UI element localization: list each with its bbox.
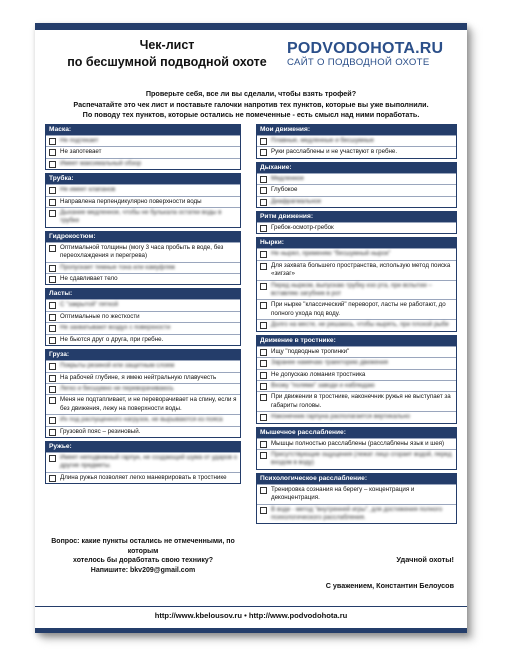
item-text: Не нырял, применяю "бесшумный нырок" (271, 250, 391, 258)
checklist-item (257, 369, 456, 380)
item-text: Оптимальные по жесткости (60, 312, 140, 320)
item-text: Вхожу "полями" заводи и наблюдаю (271, 381, 375, 389)
checkbox[interactable] (49, 337, 56, 344)
checkbox[interactable] (49, 161, 56, 168)
section-title: Движение в тростнике: (257, 336, 456, 346)
right-column (256, 124, 457, 527)
checkbox[interactable] (260, 322, 267, 329)
checklist-item (46, 334, 240, 345)
item-text: Руки расслаблены и не участвуют в гребне. (271, 148, 398, 156)
item-text: Глубокое (271, 186, 298, 194)
checkbox[interactable] (260, 394, 267, 401)
checkbox[interactable] (49, 210, 56, 217)
checklist-section (45, 124, 241, 170)
checkbox[interactable] (49, 386, 56, 393)
checkbox[interactable] (49, 276, 56, 283)
title-line-2: по бесшумной подводной охоте (67, 55, 267, 69)
checklist-item (257, 196, 456, 207)
checkbox[interactable] (49, 375, 56, 382)
question-line: хотелось бы доработать свою технику? (72, 557, 213, 564)
item-text: Плавные, медленные и бесшумные (271, 137, 374, 144)
section-title: Ритм движения: (257, 212, 456, 222)
checklist-section (256, 162, 457, 208)
item-text: При нырке "классический" переворот, ласты не работают, до полного ухода под воду. (271, 301, 446, 317)
item-text: Мышцы полностью расслаблены (расслаблены язык и шея) (271, 439, 445, 447)
checklist-item (257, 260, 456, 280)
checkbox[interactable] (260, 349, 267, 356)
checkbox[interactable] (260, 263, 267, 270)
checkbox[interactable] (49, 199, 56, 206)
checklist-item (46, 207, 240, 227)
checklist-item (257, 391, 456, 411)
logo-main: PODVODOHOTA.RU (287, 40, 444, 57)
document-title (53, 37, 281, 71)
intro-line: По поводу тех пунктов, которые остались не помеченные - есть смысл над ними поработать. (82, 110, 420, 119)
checkbox[interactable] (49, 302, 56, 309)
checklist-item (257, 319, 456, 330)
item-text: При движении в тростнике, наконечник ружья не выступает за габариты головы. (271, 393, 451, 409)
checklist-item (257, 449, 456, 469)
item-text: Дыхание медленное, чтобы не булькала остатки воды в трубке (60, 209, 222, 225)
checklist-section (256, 211, 457, 234)
signature-text: С уважением, Константин Белоусов (325, 581, 454, 590)
checklist-item (46, 426, 240, 437)
checkbox[interactable] (260, 187, 267, 194)
question-line: Вопрос: какие пункты остались не отмеченными, по которым (51, 538, 235, 555)
section-title: Психологическое расслабление: (257, 474, 456, 484)
checklist-item (257, 146, 456, 157)
item-text: Пропускает темные тона или камуфляж (60, 263, 176, 271)
item-text: Направлена перпендикулярно поверхности воды (60, 197, 202, 205)
item-text: Долго на месте, не решаюсь, чтобы нырять, при плохой рыбе (271, 321, 449, 329)
checklist-item (46, 360, 240, 371)
site-logo (287, 40, 447, 68)
section-title: Ружье: (46, 442, 240, 452)
item-text: Имеет неподвижный гарпун, не создающий шума от ударов о другие предметы. (60, 453, 238, 470)
section-title: Мышечное расслабление: (257, 428, 456, 438)
left-column (45, 124, 241, 487)
checklist-item (257, 173, 456, 184)
checklist-item (257, 411, 456, 422)
checklist-item (257, 484, 456, 504)
checklist-item (46, 322, 240, 333)
checkbox[interactable] (260, 225, 267, 232)
checklist-item (46, 472, 240, 483)
checkbox[interactable] (49, 325, 56, 332)
checkbox[interactable] (260, 199, 267, 206)
checkbox[interactable] (49, 138, 56, 145)
checklist-item (46, 196, 240, 207)
item-text: Не захватывают воздух с поверхности (60, 324, 171, 332)
item-text: Перед нырком, выпускаю трубку изо рта, при вспытии – вставляю загубник в рот (271, 281, 432, 298)
item-text: Гребок-осмотр-гребок (271, 224, 334, 232)
checklist-section (45, 231, 241, 286)
checkbox[interactable] (260, 251, 267, 258)
checklist-sheet (35, 23, 467, 633)
checklist-item (46, 273, 240, 284)
item-text: Не сдавливает тело (60, 275, 118, 283)
item-text: Длина ружья позволяет легко маневрировать в тростнике (60, 473, 227, 481)
checklist-section (45, 349, 241, 438)
checklist-item (257, 135, 456, 146)
checkbox[interactable] (260, 176, 267, 183)
checklist-item (257, 438, 456, 449)
section-title: Маска: (46, 125, 240, 135)
checklist-item (46, 242, 240, 262)
item-text: Тренировка сознания на берегу – концентрация и деконцентрация. (271, 485, 415, 502)
checklist-item (257, 380, 456, 391)
section-title: Дыхание: (257, 163, 456, 173)
item-text: Меня не подтапливает, и не переворачивает на спину, если я без движения, лежу на поверхности воды. (60, 396, 237, 412)
item-text: Оптимальной толщины (могу 3 часа пробыть в воде, без переохлаждения и перегрева) (60, 243, 224, 260)
checkbox[interactable] (260, 149, 267, 156)
checkbox[interactable] (49, 397, 56, 404)
question-email: Напишите: bkv209@gmail.com (90, 566, 196, 574)
checklist-section (256, 335, 457, 424)
checkbox[interactable] (260, 138, 267, 145)
item-text: Имеет максимальный обзор (60, 159, 142, 167)
item-text: Их под распущенного нагрузок, не вырываются из пояса (60, 416, 223, 424)
checklist-section (45, 441, 241, 484)
item-text: Медленное (271, 174, 304, 182)
good-luck-text: Удачной охоты! (396, 555, 454, 564)
checklist-section (256, 473, 457, 525)
checkbox[interactable] (260, 283, 267, 290)
bottom-bar (35, 628, 467, 633)
checkbox[interactable] (49, 187, 56, 194)
checkbox[interactable] (260, 414, 267, 421)
checkbox[interactable] (49, 363, 56, 370)
checklist-item (46, 383, 240, 394)
checklist-section (45, 288, 241, 346)
intro-line: Распечатайте это чек лист и поставьте галочки напротив тех пунктов, которые вы уже выполнили. (73, 99, 429, 109)
checklist-item (257, 184, 456, 195)
section-title: Трубка: (46, 174, 240, 184)
item-text: Покрыты резиной или защитным слоем (60, 362, 175, 370)
checkbox[interactable] (49, 314, 56, 321)
checklist-item (46, 184, 240, 195)
item-text: Не имеет клапанов (60, 186, 116, 194)
checklist-item (257, 299, 456, 319)
checklist-item (46, 311, 240, 322)
intro-text (45, 89, 457, 121)
checkbox[interactable] (49, 455, 56, 462)
checklist-item (257, 222, 456, 233)
checklist-section (256, 124, 457, 159)
footer-links: http://www.kbelousov.ru • http://www.podvodohota.ru (35, 606, 467, 620)
checklist-item (46, 372, 240, 383)
checklist-item (46, 158, 240, 169)
checklist-section (45, 173, 241, 228)
checkbox[interactable] (49, 149, 56, 156)
item-text: Наконечник гарпуна располагается вертикально (271, 413, 410, 421)
checklist-item (46, 299, 240, 310)
checkbox[interactable] (260, 452, 267, 459)
section-title: Гидрокостюм: (46, 232, 240, 242)
checklist-item (257, 504, 456, 524)
item-text: Не бьются друг о друга, при гребне. (60, 335, 164, 343)
checklist-item (46, 262, 240, 273)
item-text: Легко и бесшумно не переворачиваюсь (60, 384, 174, 392)
checklist-item (257, 280, 456, 300)
checklist-section (256, 427, 457, 470)
item-text: Не запотевает (60, 148, 102, 156)
checkbox[interactable] (260, 372, 267, 379)
checkbox[interactable] (260, 302, 267, 309)
section-title: Мои движения: (257, 125, 456, 135)
section-title: Груза: (46, 350, 240, 360)
checklist-section (256, 237, 457, 331)
checkbox[interactable] (260, 383, 267, 390)
checkbox[interactable] (49, 417, 56, 424)
checkbox[interactable] (260, 360, 267, 367)
item-text: Грузовой пояс – резиновый. (60, 427, 141, 435)
item-text: На рабочей глубине, я имею нейтральную плавучесть (60, 373, 217, 381)
section-title: Ласты: (46, 289, 240, 299)
intro-line: Проверьте себя, все ли вы сделали, чтобы взять трофей? (145, 89, 357, 98)
item-text: Для захвата большего пространства, использую метод поиска «зигзаг» (271, 261, 451, 278)
checklist-item (257, 357, 456, 368)
item-text: Диафрагмальное (271, 197, 322, 205)
checklist-item (46, 135, 240, 146)
logo-sub: САЙТ О ПОДВОДНОЙ ОХОТЕ (287, 57, 430, 68)
item-text: Заранее намечаю траекторию движения (271, 359, 389, 367)
question-block (45, 537, 241, 575)
item-text: Не допускаю ломания тростника (271, 370, 366, 378)
checkbox[interactable] (260, 487, 267, 494)
checklist-item (257, 248, 456, 259)
item-text: Не подтекает (60, 137, 99, 144)
checklist-item (46, 394, 240, 414)
checkbox[interactable] (49, 245, 56, 252)
item-text: Ищу "подводные тропинки" (271, 347, 350, 355)
checkbox[interactable] (49, 429, 56, 436)
title-line-1: Чек-лист (139, 38, 195, 52)
item-text: Присутствующие ощущения (лежат лицо сгорает водой, перед входом в воду) (271, 450, 452, 467)
checkbox[interactable] (49, 265, 56, 272)
checklist-item (257, 346, 456, 357)
section-title: Нырки: (257, 238, 456, 248)
checkbox[interactable] (260, 507, 267, 514)
item-text: В воде - метод "внутренней игры", для достижения полного психологического расслабления. (271, 505, 443, 521)
checkbox[interactable] (49, 475, 56, 482)
item-text: С "закрытой" пяткой (60, 301, 119, 309)
top-bar (35, 23, 467, 30)
checklist-item (46, 414, 240, 425)
checkbox[interactable] (260, 441, 267, 448)
checklist-item (46, 452, 240, 472)
checklist-item (46, 146, 240, 157)
